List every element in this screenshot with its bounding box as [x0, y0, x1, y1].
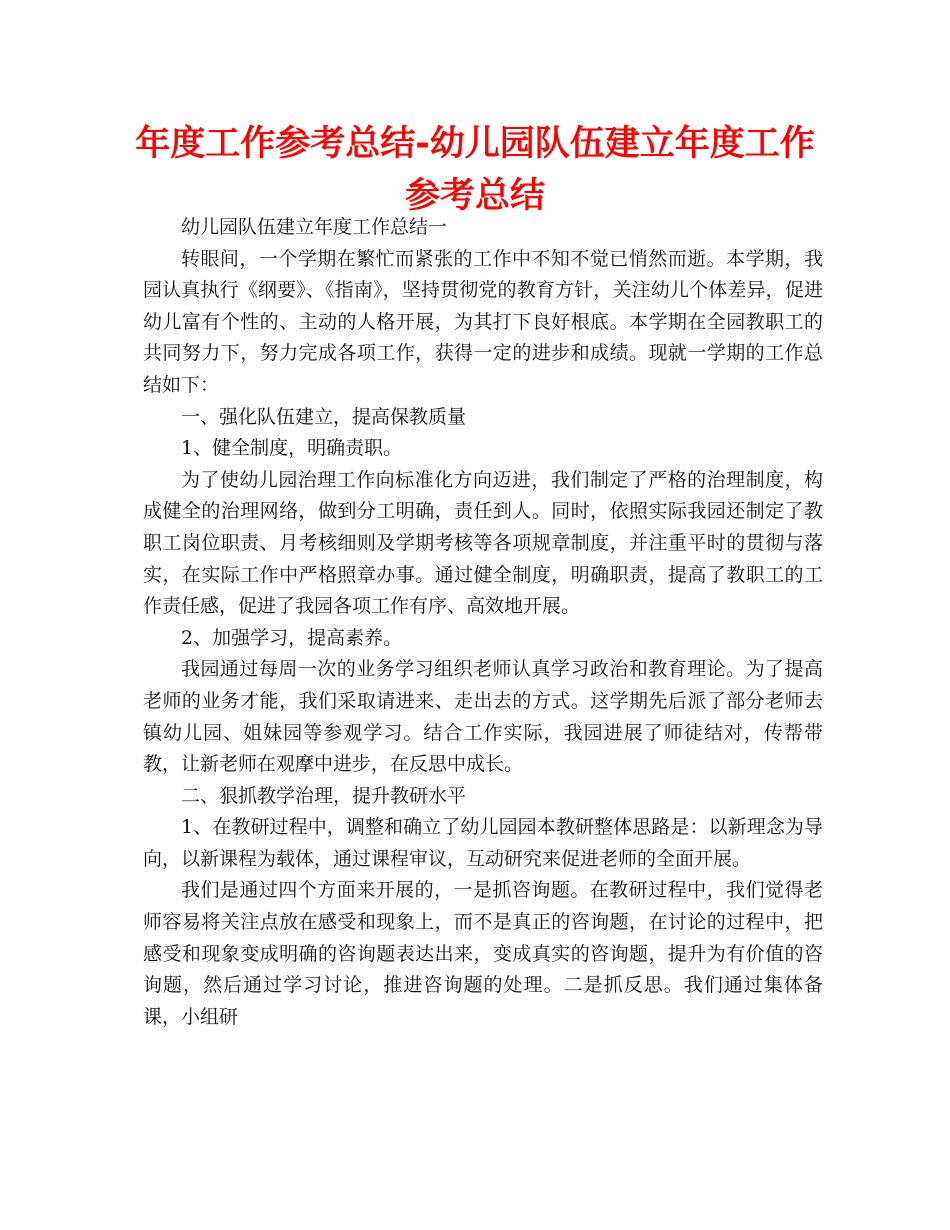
- document-title: 年度工作参考总结-幼儿园队伍建立年度工作参考总结: [135, 124, 815, 216]
- paragraph-heading-1: 一、强化队伍建立，提高保教质量: [181, 405, 467, 428]
- paragraph-body: 为了使幼儿园治理工作向标准化方向迈进，我们制定了严格的治理制度，构成健全的治理网络，做到分工明确，责任到人。同时，依照实际我园还制定了教职工岗位职责、月考核细则及学期考核等各项规章制度，并注重平时的贯彻与落实，在实际工作中严格照章办事。通过健全制度，明确职责，提高了教职工的工作责任感，促进了我园各项工作有序、高效地开展。: [143, 468, 823, 618]
- document-body: [143, 212, 823, 1033]
- paragraph-section-heading: 幼儿园队伍建立年度工作总结一: [181, 216, 448, 238]
- paragraph-subheading-1-1: 1、健全制度，明确责职。: [181, 437, 403, 460]
- paragraph-heading-2: 二、狠抓教学治理，提升教研水平: [181, 784, 467, 807]
- paragraph-subheading-1-2: 2、加强学习，提高素养。: [181, 626, 403, 649]
- paragraph-body: 1、在教研过程中，调整和确立了幼儿园园本教研整体思路是：以新理念为导向，以新课程为载体，通过课程审议，互动研究来促进老师的全面开展。: [143, 816, 823, 870]
- paragraph-body: 我们是通过四个方面来开展的，一是抓咨询题。在教研过程中，我们觉得老师容易将关注点放在感受和现象上，而不是真正的咨询题，在讨论的过程中，把感受和现象变成明确的咨询题表达出来，变成真实的咨询题，提升为有价值的咨询题，然后通过学习讨论，推进咨询题的处理。二是抓反思。我们通过集体备课，小组研: [143, 879, 823, 1028]
- paragraph-intro: 转眼间，一个学期在繁忙而紧张的工作中不知不觉已悄然而逝。本学期，我园认真执行《纲要》、《指南》，坚持贯彻党的教育方针，关注幼儿个体差异，促进幼儿富有个性的、主动的人格开展，为其打下良好根底。本学期在全园教职工的共同努力下，努力完成各项工作，获得一定的进步和成绩。现就一学期的工作总结如下：: [143, 247, 823, 396]
- paragraph-body: 我园通过每周一次的业务学习组织老师认真学习政治和教育理论。为了提高老师的业务才能，我们采取请进来、走出去的方式。这学期先后派了部分老师去镇幼儿园、姐妹园等参观学习。结合工作实际，我园进展了师徒结对，传帮带教，让新老师在观摩中进步，在反思中成长。: [143, 658, 823, 776]
